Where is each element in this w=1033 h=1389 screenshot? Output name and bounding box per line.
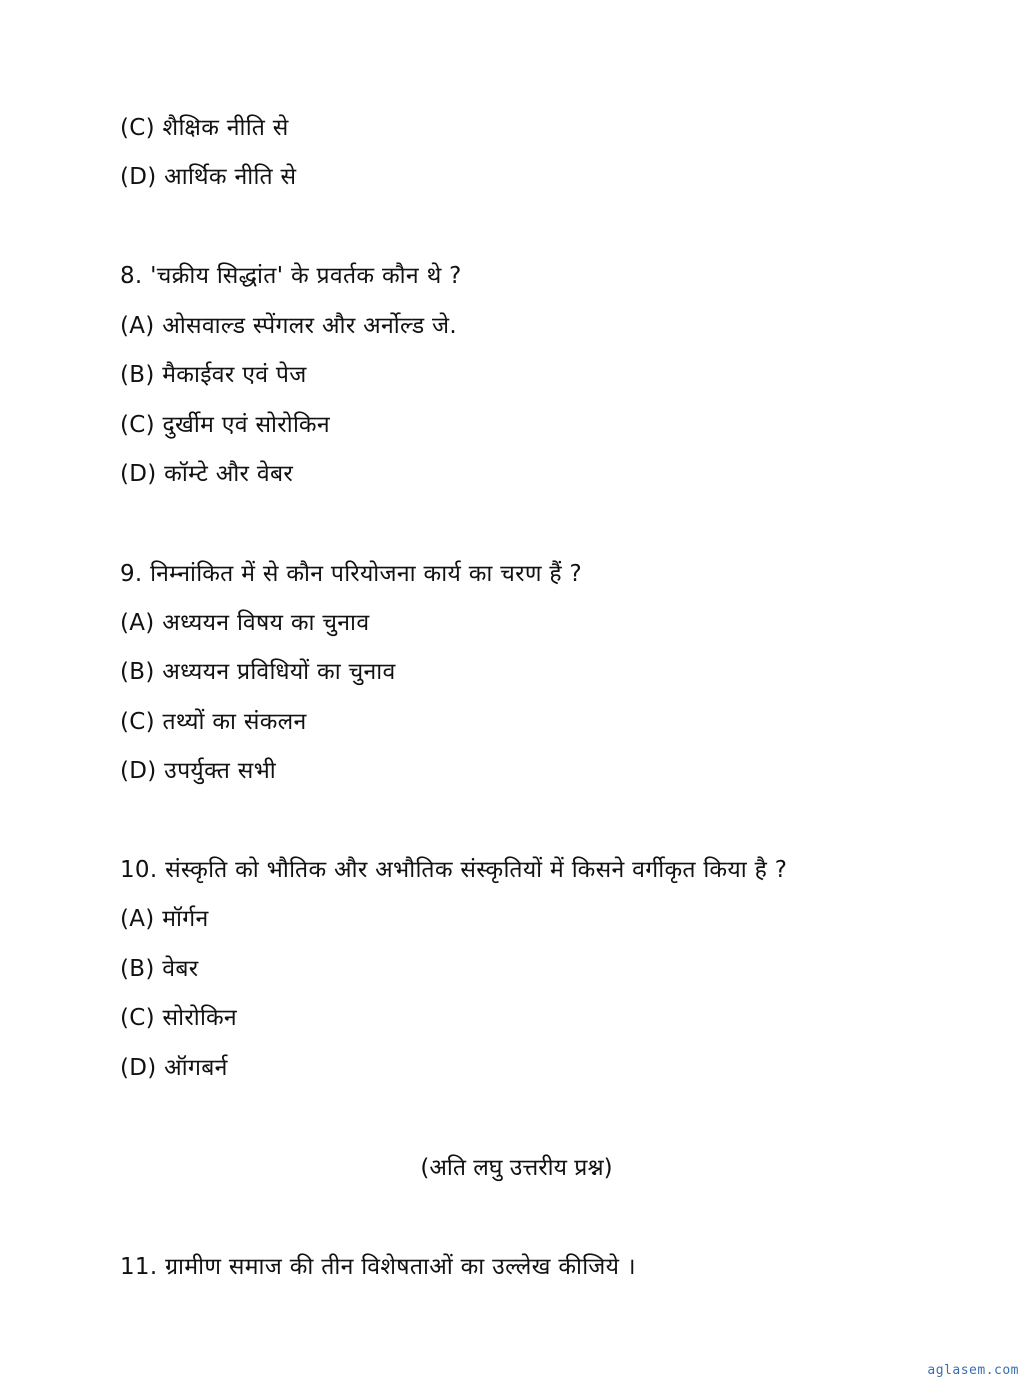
q9-option-a: (A) अध्ययन विषय का चुनाव <box>120 610 370 636</box>
q10-option-d: (D) ऑगबर्न <box>120 1055 228 1081</box>
q10-option-a: (A) मॉर्गन <box>120 906 209 932</box>
q9-option-b: (B) अध्ययन प्रविधियों का चुनाव <box>120 659 396 685</box>
q8-option-a: (A) ओसवाल्ड स्पेंगलर और अर्नोल्ड जे. <box>120 313 458 339</box>
watermark: aglasem.com <box>927 1363 1019 1378</box>
q10-option-b: (B) वेबर <box>120 956 199 982</box>
q7-option-c: (C) शैक्षिक नीति से <box>120 115 289 141</box>
q7-option-d: (D) आर्थिक नीति से <box>120 164 297 190</box>
q9-option-d: (D) उपर्युक्त सभी <box>120 758 276 784</box>
section-heading-text: (अति लघु उत्तरीय प्रश्न) <box>420 1155 613 1181</box>
q8-option-d: (D) कॉम्टे और वेबर <box>120 461 294 487</box>
question-9: 9. निम्नांकित में से कौन परियोजना कार्य का चरण हैं ? <box>120 561 583 587</box>
q10-option-c: (C) सोरोकिन <box>120 1005 237 1031</box>
section-heading <box>0 1153 1033 1183</box>
q8-option-c: (C) दुर्खीम एवं सोरोकिन <box>120 412 330 438</box>
q8-option-b: (B) मैकाईवर एवं पेज <box>120 362 307 388</box>
question-10: 10. संस्कृति को भौतिक और अभौतिक संस्कृतियों में किसने वर्गीकृत किया है ? <box>120 857 788 883</box>
question-11: 11. ग्रामीण समाज की तीन विशेषताओं का उल्लेख कीजिये । <box>120 1254 636 1280</box>
q9-option-c: (C) तथ्यों का संकलन <box>120 709 307 735</box>
question-8: 8. 'चक्रीय सिद्धांत' के प्रवर्तक कौन थे ? <box>120 263 462 289</box>
